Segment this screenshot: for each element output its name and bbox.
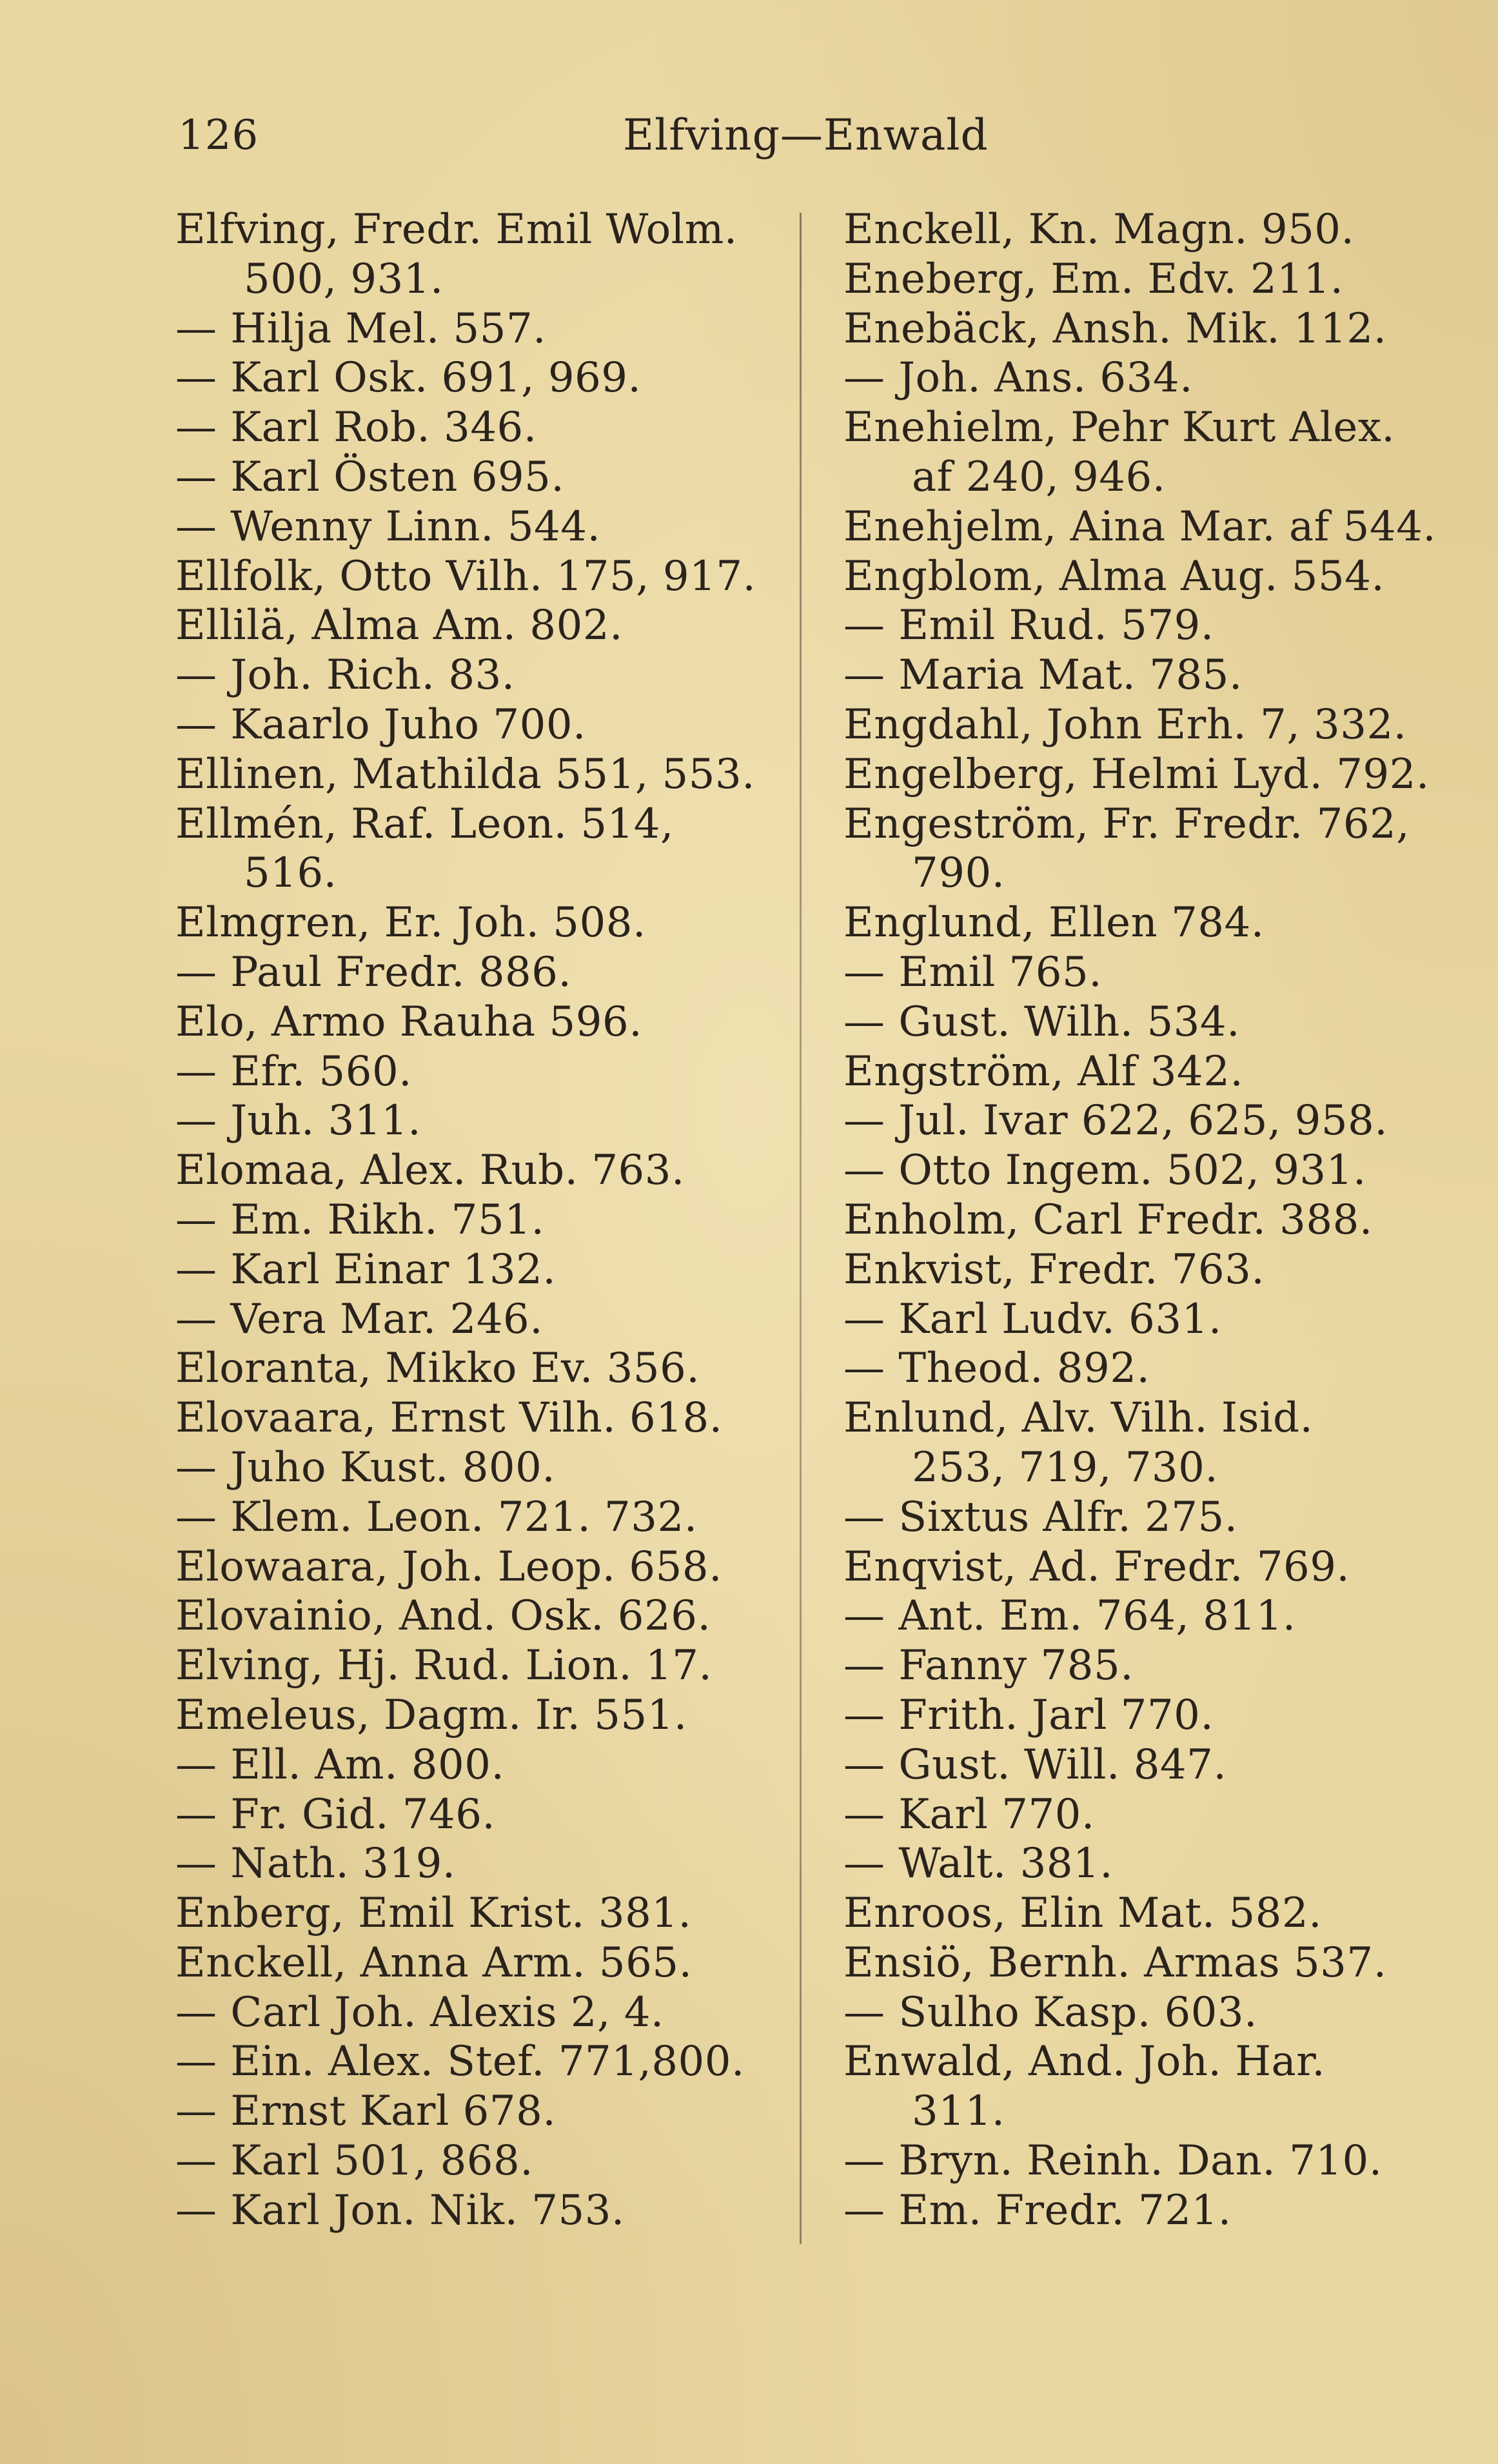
index-entry: — Karl Rob. 346. (175, 404, 537, 452)
index-entry: Elo, Armo Rauha 596. (175, 998, 643, 1046)
index-entry-continuation: 790. (912, 849, 1005, 898)
index-entry: — Karl Einar 132. (175, 1245, 557, 1294)
index-entry: — Klem. Leon. 721. 732. (175, 1493, 698, 1541)
index-entry: — Ant. Em. 764, 811. (843, 1592, 1296, 1641)
index-entry: Enholm, Carl Fredr. 388. (843, 1196, 1373, 1244)
index-entry: — Fanny 785. (843, 1642, 1134, 1690)
index-entry: — Karl Ludv. 631. (843, 1295, 1222, 1343)
index-entry: — Karl Östen 695. (175, 453, 565, 501)
index-entry: Ensiö, Bernh. Armas 537. (843, 1938, 1387, 1987)
index-entry: — Karl Osk. 691, 969. (175, 354, 642, 402)
index-entry: Elmgren, Er. Joh. 508. (175, 899, 646, 947)
index-entry: — Joh. Ans. 634. (843, 354, 1193, 402)
page-number: 126 (178, 112, 259, 159)
index-entry: — Karl 770. (843, 1790, 1095, 1838)
index-entry: Elowaara, Joh. Leop. 658. (175, 1542, 722, 1591)
index-entry: — Juh. 311. (175, 1097, 422, 1145)
index-entry: Enlund, Alv. Vilh. Isid. (843, 1394, 1314, 1443)
index-entry: — Theod. 892. (843, 1345, 1150, 1393)
index-entry: — Emil Rud. 579. (843, 602, 1214, 650)
index-entry: — Emil 765. (843, 948, 1103, 996)
index-entry: Enehjelm, Aina Mar. af 544. (843, 502, 1437, 551)
index-entry: Enckell, Kn. Magn. 950. (843, 206, 1355, 253)
index-entry: — Efr. 560. (175, 1047, 412, 1096)
index-entry: Engström, Alf 342. (843, 1047, 1244, 1096)
column-divider (800, 213, 802, 2244)
index-entry: Elomaa, Alex. Rub. 763. (175, 1147, 685, 1195)
index-entry: — Sixtus Alfr. 275. (843, 1493, 1238, 1541)
index-entry: — Carl Joh. Alexis 2, 4. (175, 1988, 664, 2036)
index-entry: — Ein. Alex. Stef. 771,800. (175, 2038, 745, 2086)
index-entry: — Bryn. Reinh. Dan. 710. (843, 2137, 1383, 2185)
index-entry: Enehielm, Pehr Kurt Alex. (843, 404, 1395, 452)
index-entry-continuation: 311. (912, 2087, 1005, 2136)
index-entry: — Jul. Ivar 622, 625, 958. (843, 1097, 1388, 1145)
index-entry: Enqvist, Ad. Fredr. 769. (843, 1542, 1350, 1591)
index-entry: Ellfolk, Otto Vilh. 175, 917. (175, 552, 756, 600)
index-entry-continuation: 516. (244, 849, 337, 898)
index-entry: — Otto Ingem. 502, 931. (843, 1147, 1366, 1195)
index-entry: Engblom, Alma Aug. 554. (843, 552, 1385, 600)
index-entry: — Em. Fredr. 721. (843, 2186, 1232, 2234)
index-entry: — Nath. 319. (175, 1840, 456, 1888)
left-column (175, 205, 794, 2236)
index-entry: — Karl 501, 868. (175, 2137, 534, 2185)
index-entry: Ellilä, Alma Am. 802. (175, 602, 623, 650)
index-entry: — Maria Mat. 785. (843, 651, 1243, 700)
index-entry: Enckell, Anna Arm. 565. (175, 1938, 693, 1987)
index-entry: Englund, Ellen 784. (843, 899, 1265, 947)
index-entry: Emeleus, Dagm. Ir. 551. (175, 1691, 687, 1739)
index-entry: Enkvist, Fredr. 763. (843, 1245, 1265, 1294)
index-entry-continuation: af 240, 946. (912, 453, 1166, 501)
index-entry: — Karl Jon. Nik. 753. (175, 2186, 625, 2234)
right-column (843, 205, 1463, 2236)
index-entry: — Paul Fredr. 886. (175, 948, 572, 996)
index-entry: Enroos, Elin Mat. 582. (843, 1889, 1322, 1938)
index-entry: Eneberg, Em. Edv. 211. (843, 255, 1344, 303)
page-header (0, 103, 1498, 168)
index-entry: Engelberg, Helmi Lyd. 792. (843, 750, 1430, 798)
index-entry: Enberg, Emil Krist. 381. (175, 1889, 692, 1938)
index-entry: Enwald, And. Joh. Har. (843, 2038, 1326, 2086)
index-entry: — Fr. Gid. 746. (175, 1790, 496, 1838)
index-entry: — Sulho Kasp. 603. (843, 1988, 1257, 2036)
index-entry: — Juho Kust. 800. (175, 1443, 556, 1492)
index-entry: — Walt. 381. (843, 1840, 1114, 1888)
index-entry: — Ernst Karl 678. (175, 2087, 557, 2136)
index-entry: Elovaara, Ernst Vilh. 618. (175, 1394, 723, 1443)
index-entry: Elfving, Fredr. Emil Wolm. (175, 206, 738, 253)
index-entry: Elving, Hj. Rud. Lion. 17. (175, 1642, 713, 1690)
index-entry: — Em. Rikh. 751. (175, 1196, 545, 1244)
index-entry: — Joh. Rich. 83. (175, 651, 515, 700)
index-entry: — Hilja Mel. 557. (175, 304, 546, 353)
index-entry: Ellmén, Raf. Leon. 514, (175, 800, 674, 848)
index-entry: Engeström, Fr. Fredr. 762, (843, 800, 1410, 848)
index-entry: Engdahl, John Erh. 7, 332. (843, 700, 1407, 749)
index-entry-continuation: 253, 719, 730. (912, 1443, 1219, 1492)
index-entry: Elovainio, And. Osk. 626. (175, 1592, 711, 1641)
index-entry-continuation: 500, 931. (244, 255, 444, 303)
index-entry: Eloranta, Mikko Ev. 356. (175, 1345, 700, 1393)
index-entry: — Gust. Wilh. 534. (843, 998, 1240, 1046)
index-entry: — Ell. Am. 800. (175, 1740, 505, 1789)
index-entry: — Wenny Linn. 544. (175, 502, 601, 551)
index-entry: Ellinen, Mathilda 551, 553. (175, 750, 755, 798)
index-entry: — Kaarlo Juho 700. (175, 700, 586, 749)
index-entry: — Frith. Jarl 770. (843, 1691, 1214, 1739)
index-entry: — Vera Mar. 246. (175, 1295, 544, 1343)
running-head: Elfving—Enwald (623, 110, 989, 160)
index-entry: — Gust. Will. 847. (843, 1740, 1227, 1789)
index-entry: Enebäck, Ansh. Mik. 112. (843, 304, 1387, 353)
